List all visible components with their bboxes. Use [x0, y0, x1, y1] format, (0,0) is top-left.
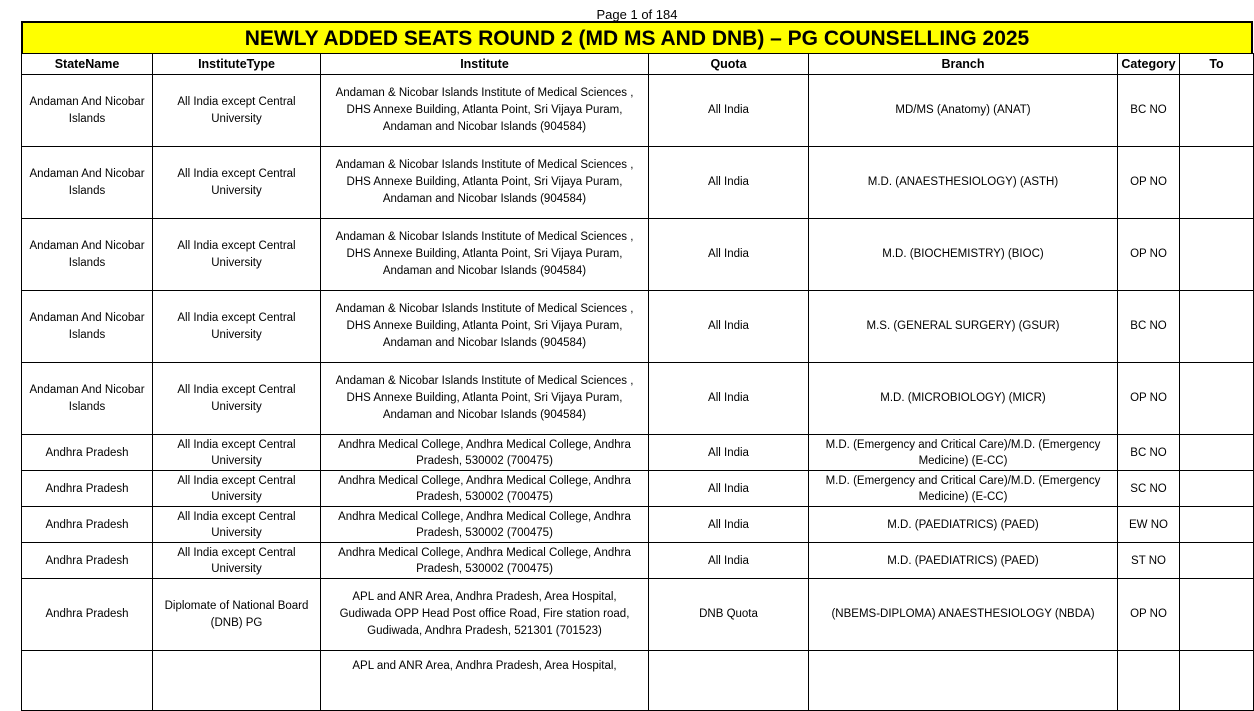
cell-total	[1180, 219, 1254, 291]
cell-institute: Andhra Medical College, Andhra Medical College, Andhra Pradesh, 530002 (700475)	[321, 435, 649, 471]
cell-quota: DNB Quota	[649, 579, 809, 651]
cell-institute: Andaman & Nicobar Islands Institute of Medical Sciences , DHS Annexe Building, Atlanta Point, Sri Vijaya Puram, Andaman and Nicobar Islands (904584)	[321, 75, 649, 147]
cell-quota: All India	[649, 435, 809, 471]
cell-state: Andhra Pradesh	[22, 579, 153, 651]
cell-category: BC NO	[1118, 291, 1180, 363]
cell-total	[1180, 471, 1254, 507]
column-header-institute: Institute	[321, 54, 649, 75]
cell-branch: M.D. (Emergency and Critical Care)/M.D. (Emergency Medicine) (E-CC)	[809, 471, 1118, 507]
cell-branch: M.D. (ANAESTHESIOLOGY) (ASTH)	[809, 147, 1118, 219]
column-header-statename: StateName	[22, 54, 153, 75]
cell-state: Andaman And Nicobar Islands	[22, 75, 153, 147]
column-header-category: Category	[1118, 54, 1180, 75]
page-indicator: Page 1 of 184	[596, 7, 678, 22]
cell-total	[1180, 651, 1254, 711]
cell-quota: All India	[649, 147, 809, 219]
header-row	[22, 54, 1254, 75]
cell-institute: APL and ANR Area, Andhra Pradesh, Area Hospital,	[321, 651, 649, 711]
cell-institute: Andaman & Nicobar Islands Institute of Medical Sciences , DHS Annexe Building, Atlanta Point, Sri Vijaya Puram, Andaman and Nicobar Islands (904584)	[321, 291, 649, 363]
page-title: NEWLY ADDED SEATS ROUND 2 (MD MS AND DNB) – PG COUNSELLING 2025	[244, 27, 1030, 50]
cell-institute: Andhra Medical College, Andhra Medical College, Andhra Pradesh, 530002 (700475)	[321, 543, 649, 579]
table-row	[22, 147, 1254, 219]
cell-category: OP NO	[1118, 219, 1180, 291]
cell-quota: All India	[649, 363, 809, 435]
cell-quota: All India	[649, 75, 809, 147]
cell-branch: M.D. (PAEDIATRICS) (PAED)	[809, 543, 1118, 579]
cell-institute: Andaman & Nicobar Islands Institute of Medical Sciences , DHS Annexe Building, Atlanta Point, Sri Vijaya Puram, Andaman and Nicobar Islands (904584)	[321, 219, 649, 291]
cell-branch: M.D. (MICROBIOLOGY) (MICR)	[809, 363, 1118, 435]
cell-state: Andhra Pradesh	[22, 507, 153, 543]
table-row	[22, 507, 1254, 543]
cell-total	[1180, 435, 1254, 471]
cell-institute_type: All India except Central University	[153, 363, 321, 435]
cell-institute_type: All India except Central University	[153, 471, 321, 507]
cell-institute_type: All India except Central University	[153, 147, 321, 219]
cell-branch: M.D. (Emergency and Critical Care)/M.D. (Emergency Medicine) (E-CC)	[809, 435, 1118, 471]
cell-total	[1180, 291, 1254, 363]
cell-branch: (NBEMS-DIPLOMA) ANAESTHESIOLOGY (NBDA)	[809, 579, 1118, 651]
cell-branch	[809, 651, 1118, 711]
cell-category: ST NO	[1118, 543, 1180, 579]
cell-institute_type: All India except Central University	[153, 435, 321, 471]
cell-branch: M.D. (BIOCHEMISTRY) (BIOC)	[809, 219, 1118, 291]
cell-state: Andhra Pradesh	[22, 471, 153, 507]
cell-institute: Andhra Medical College, Andhra Medical College, Andhra Pradesh, 530002 (700475)	[321, 471, 649, 507]
column-header-institutetype: InstituteType	[153, 54, 321, 75]
cell-category: OP NO	[1118, 147, 1180, 219]
column-header-quota: Quota	[649, 54, 809, 75]
table-row	[22, 291, 1254, 363]
cell-state: Andhra Pradesh	[22, 543, 153, 579]
table-row	[22, 219, 1254, 291]
cell-institute_type: All India except Central University	[153, 291, 321, 363]
table-row	[22, 363, 1254, 435]
cell-quota: All India	[649, 543, 809, 579]
cell-quota: All India	[649, 507, 809, 543]
cell-category: OP NO	[1118, 579, 1180, 651]
cell-institute_type: All India except Central University	[153, 219, 321, 291]
cell-institute: APL and ANR Area, Andhra Pradesh, Area Hospital, Gudiwada OPP Head Post office Road, Fire station road, Gudiwada, Andhra Pradesh, 521301 (701523)	[321, 579, 649, 651]
seats-table	[21, 53, 1254, 711]
table-row	[22, 75, 1254, 147]
cell-category: BC NO	[1118, 435, 1180, 471]
cell-category: BC NO	[1118, 75, 1180, 147]
table-row	[22, 471, 1254, 507]
column-header-branch: Branch	[809, 54, 1118, 75]
cell-total	[1180, 75, 1254, 147]
cell-category	[1118, 651, 1180, 711]
table-row	[22, 579, 1254, 651]
cell-institute: Andaman & Nicobar Islands Institute of Medical Sciences , DHS Annexe Building, Atlanta Point, Sri Vijaya Puram, Andaman and Nicobar Islands (904584)	[321, 147, 649, 219]
cell-state: Andaman And Nicobar Islands	[22, 219, 153, 291]
cell-category: SC NO	[1118, 471, 1180, 507]
cell-institute_type	[153, 651, 321, 711]
cell-institute: Andhra Medical College, Andhra Medical College, Andhra Pradesh, 530002 (700475)	[321, 507, 649, 543]
cell-institute_type: All India except Central University	[153, 75, 321, 147]
cell-state: Andhra Pradesh	[22, 435, 153, 471]
cell-quota	[649, 651, 809, 711]
cell-branch: M.S. (GENERAL SURGERY) (GSUR)	[809, 291, 1118, 363]
cell-state: Andaman And Nicobar Islands	[22, 147, 153, 219]
cell-total	[1180, 579, 1254, 651]
cell-institute: Andaman & Nicobar Islands Institute of Medical Sciences , DHS Annexe Building, Atlanta Point, Sri Vijaya Puram, Andaman and Nicobar Islands (904584)	[321, 363, 649, 435]
title-banner	[21, 21, 1253, 53]
cell-state: Andaman And Nicobar Islands	[22, 363, 153, 435]
cell-total	[1180, 363, 1254, 435]
cell-quota: All India	[649, 219, 809, 291]
table-row	[22, 651, 1254, 711]
table-row	[22, 543, 1254, 579]
cell-branch: MD/MS (Anatomy) (ANAT)	[809, 75, 1118, 147]
column-header-total-clipped: To	[1180, 54, 1254, 75]
cell-category: OP NO	[1118, 363, 1180, 435]
cell-branch: M.D. (PAEDIATRICS) (PAED)	[809, 507, 1118, 543]
cell-institute_type: Diplomate of National Board (DNB) PG	[153, 579, 321, 651]
cell-quota: All India	[649, 291, 809, 363]
cell-institute_type: All India except Central University	[153, 543, 321, 579]
table-row	[22, 435, 1254, 471]
document-sheet	[21, 21, 1253, 711]
cell-quota: All India	[649, 471, 809, 507]
cell-total	[1180, 147, 1254, 219]
cell-institute_type: All India except Central University	[153, 507, 321, 543]
cell-total	[1180, 507, 1254, 543]
cell-total	[1180, 543, 1254, 579]
cell-category: EW NO	[1118, 507, 1180, 543]
cell-state	[22, 651, 153, 711]
cell-state: Andaman And Nicobar Islands	[22, 291, 153, 363]
